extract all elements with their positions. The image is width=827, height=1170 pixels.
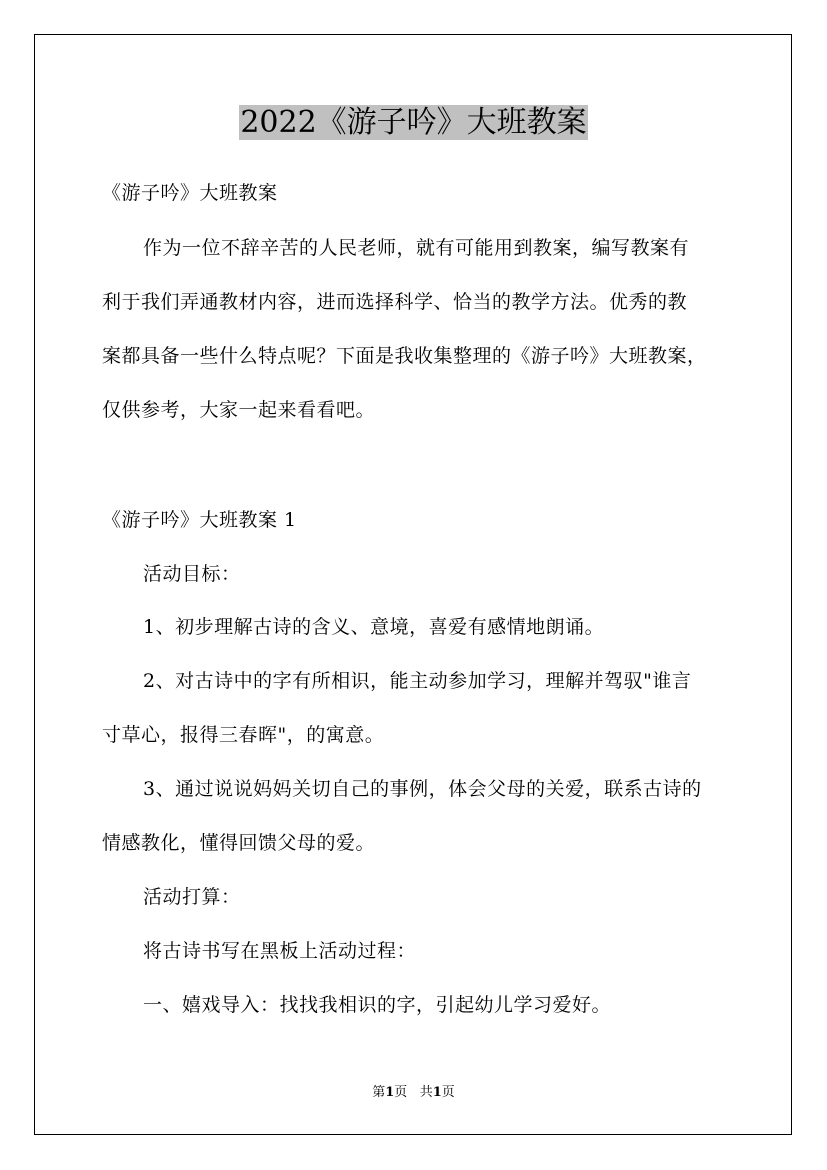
footer-total-prefix: 共	[419, 1085, 433, 1100]
footer-total-suffix: 页	[441, 1085, 455, 1100]
goal-3-line-1: 3、通过说说妈妈关切自己的事例，体会父母的关爱，联系古诗的	[143, 778, 702, 800]
prep-text: 将古诗书写在黑板上活动过程：	[143, 940, 417, 962]
prep-label: 活动打算：	[143, 886, 241, 908]
section-heading: 《游子吟》大班教案 1	[102, 509, 297, 531]
goal-1: 1、初步理解古诗的含义、意境，喜爱有感情地朗诵。	[143, 616, 605, 638]
goals-label: 活动目标：	[143, 563, 241, 585]
document-title-text: 2022《游子吟》大班教案	[240, 105, 587, 140]
document-subtitle: 《游子吟》大班教案	[102, 182, 278, 204]
goal-2-line-2: 寸草心，报得三春晖"，的寓意。	[102, 724, 385, 746]
footer-page-suffix: 页	[394, 1085, 408, 1100]
footer-total-number: 1	[432, 1085, 442, 1100]
page-footer	[0, 1084, 827, 1102]
intro-line-1: 作为一位不辞辛苦的人民老师，就有可能用到教案，编写教案有	[143, 237, 690, 259]
step-1: 一、嬉戏导入：找找我相识的字，引起幼儿学习爱好。	[143, 994, 612, 1016]
footer-page-number: 1	[385, 1085, 395, 1100]
goal-3-line-2: 情感教化，懂得回馈父母的爱。	[102, 832, 376, 854]
intro-line-4: 仅供参考，大家一起来看看吧。	[102, 399, 376, 421]
intro-line-2: 利于我们弄通教材内容，进而选择科学、恰当的教学方法。优秀的教	[102, 291, 688, 313]
intro-line-3: 案都具备一些什么特点呢？下面是我收集整理的《游子吟》大班教案，	[102, 345, 707, 367]
footer-page-prefix: 第	[372, 1085, 386, 1100]
goal-2-line-1: 2、对古诗中的字有所相识，能主动参加学习，理解并驾驭"谁言	[143, 670, 692, 692]
document-title	[0, 103, 827, 143]
